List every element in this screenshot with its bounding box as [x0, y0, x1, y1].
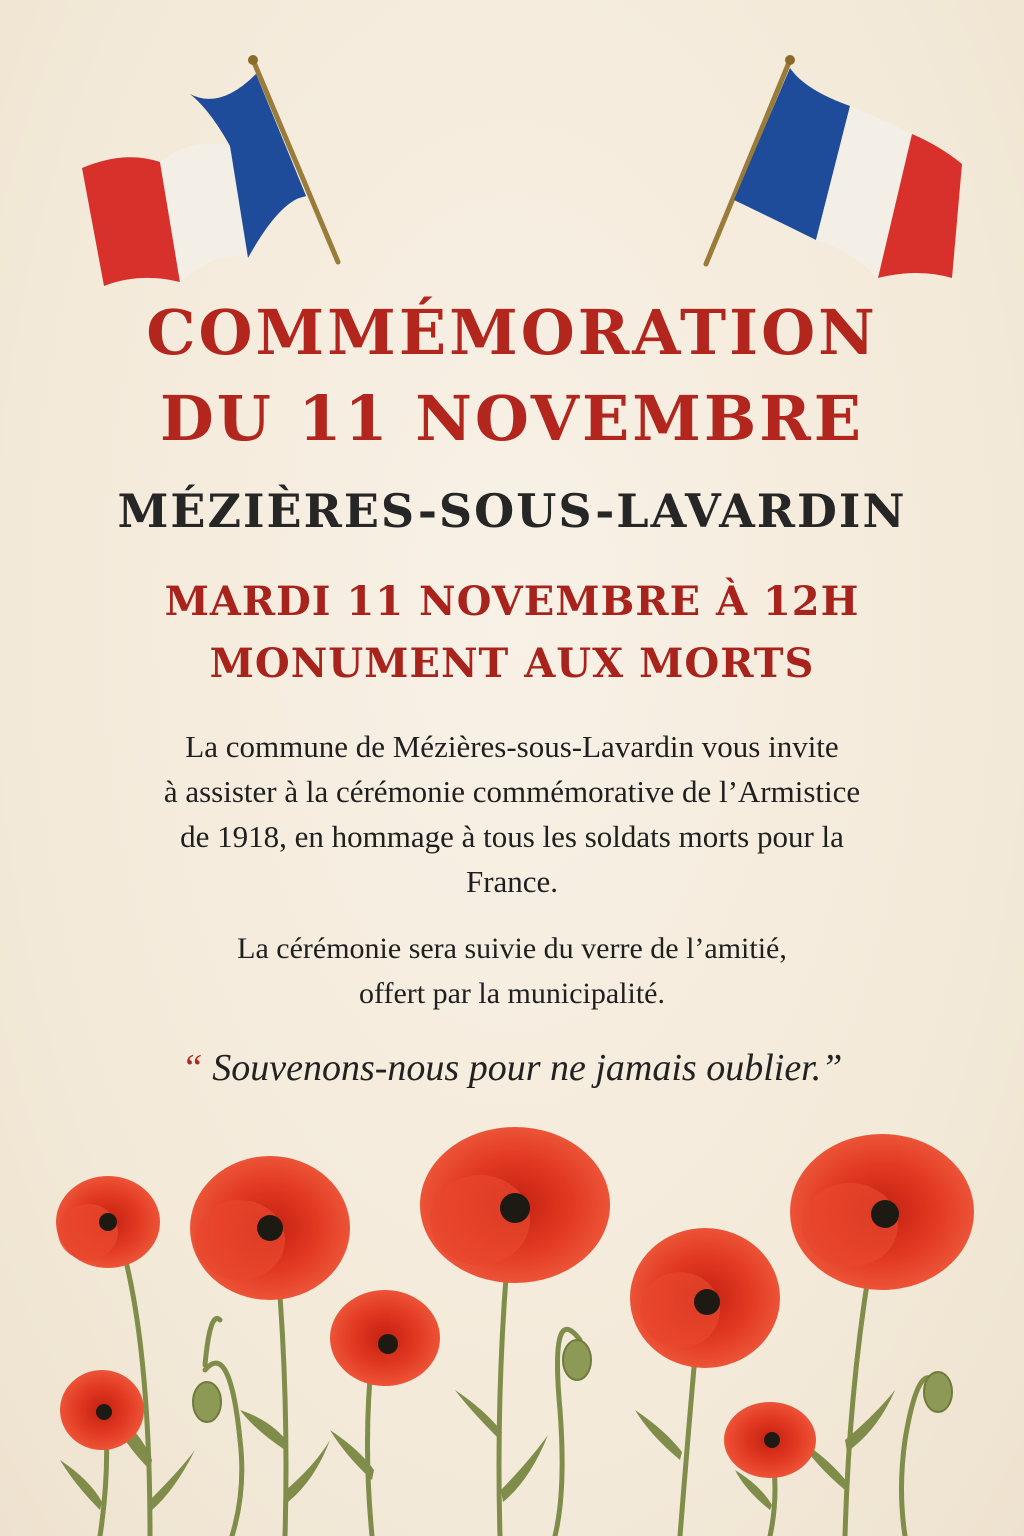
- quote-close-mark: ”: [821, 1047, 843, 1089]
- invitation-line: France.: [465, 864, 559, 899]
- invitation-line: La commune de Mézières-sous-Lavardin vous invite: [185, 729, 839, 764]
- poppy-flower-icon: [790, 1134, 974, 1290]
- reception-line: offert par la municipalité.: [359, 977, 665, 1010]
- reception-text: [60, 926, 964, 1016]
- poppies-illustration: [0, 1110, 1024, 1536]
- quote-open-mark: “: [181, 1047, 203, 1089]
- poppy-flower-icon: [330, 1290, 440, 1386]
- poppy-flower-icon: [420, 1127, 610, 1283]
- quote-text: Souvenons-nous pour ne jamais oublier.: [212, 1047, 822, 1089]
- invitation-line: de 1918, en hommage à tous les soldats morts pour la: [180, 819, 844, 854]
- title-line-1: COMMÉMORATION: [146, 296, 878, 369]
- poppy-flower-icon: [56, 1176, 160, 1268]
- reception-line: La cérémonie sera suivie du verre de l’amitié,: [237, 932, 787, 965]
- french-flag-left-icon: [70, 50, 360, 290]
- poppy-flower-icon: [60, 1370, 144, 1450]
- event-datetime: MARDI 11 NOVEMBRE À 12H: [164, 578, 860, 625]
- poppy-flower-icon: [630, 1228, 780, 1368]
- event-location: MONUMENT AUX MORTS: [209, 640, 815, 687]
- invitation-line: à assister à la cérémonie commémorative de l’Armistice: [163, 774, 861, 809]
- quote: [0, 1046, 1024, 1090]
- town-name: MÉZIÈRES-SOUS-LAVARDIN: [117, 484, 907, 538]
- poppy-flower-icon: [724, 1402, 816, 1478]
- french-flag-right-icon: [690, 50, 980, 290]
- poppy-flower-icon: [190, 1156, 350, 1300]
- title-line-2: DU 11 NOVEMBRE: [159, 382, 865, 455]
- invitation-text: [60, 724, 964, 904]
